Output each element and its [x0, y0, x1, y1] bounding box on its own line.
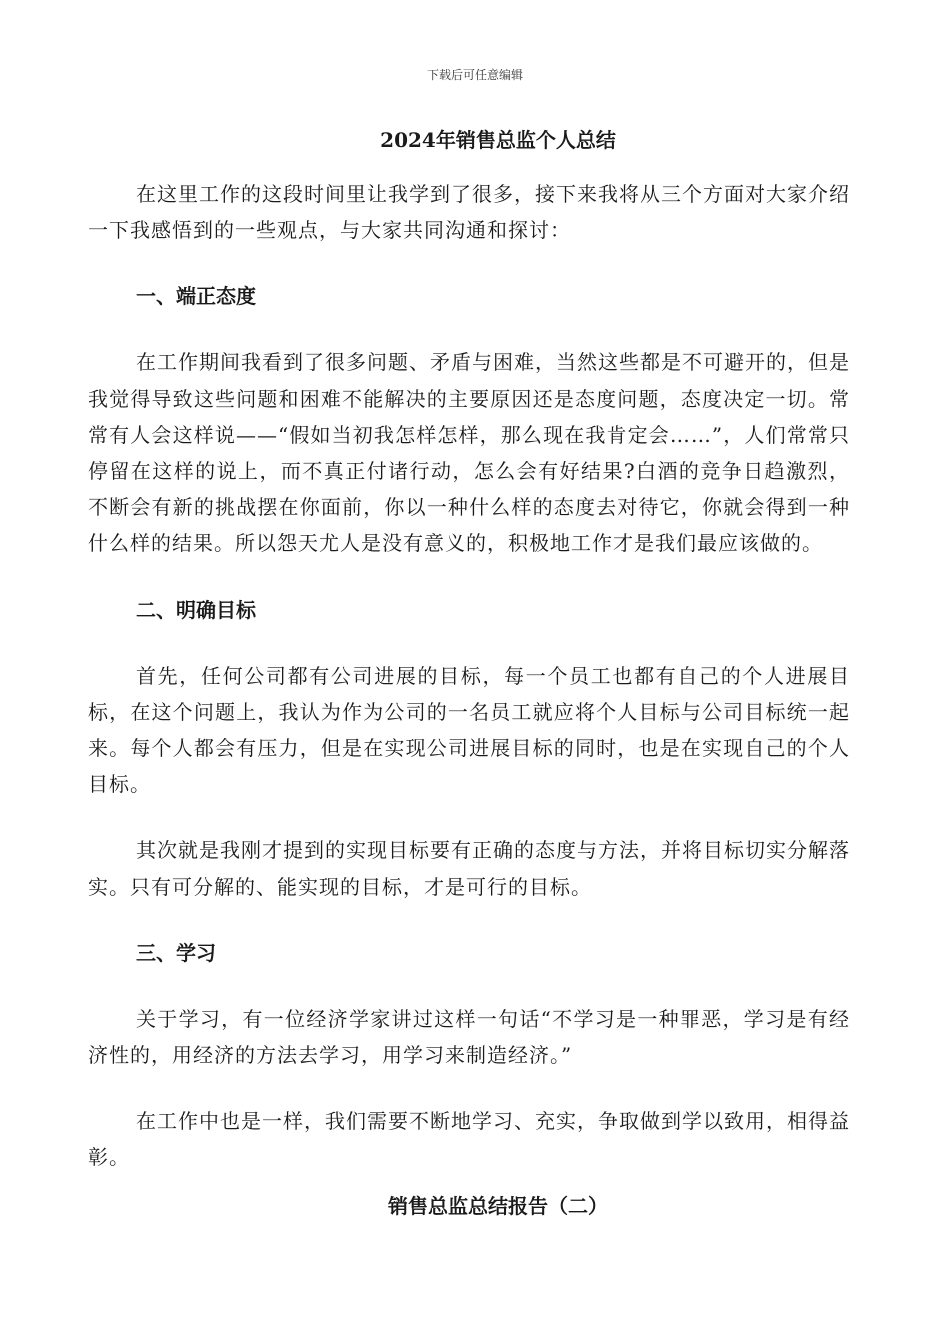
- section-heading-learning: 三、学习: [136, 940, 216, 965]
- section-learning-paragraph-2: 在工作中也是一样，我们需要不断地学习、充实，争取做到学以致用，相得益彰。: [88, 1109, 850, 1170]
- second-document-title: 销售总监总结报告（二）: [388, 1194, 608, 1218]
- section-attitude-paragraph: 在工作期间我看到了很多问题、矛盾与困难，当然这些都是不可避开的，但是我觉得导致这些问题和困难不能解决的主要原因还是态度问题，态度决定一切。常常有人会这样说——“假如当初我怎样怎样，那么现在我肯定会……”，人们常常只停留在这样的说上，而不真正付诸行动，怎么会有好结果?白酒的竞争日趋激烈，不断会有新的挑战摆在你面前，你以一种什么样的态度去对待它，你就会得到一种什么样的结果。所以怨天尤人是没有意义的，积极地工作才是我们最应该做的。: [88, 350, 850, 556]
- document-body: [88, 176, 850, 1176]
- section-goals-paragraph-1: 首先，任何公司都有公司进展的目标，每一个员工也都有自己的个人进展目标，在这个问题上，我认为作为公司的一名员工就应将个人目标与公司目标统一起来。每个人都会有压力，但是在实现公司进展目标的同时，也是在实现自己的个人目标。: [88, 663, 850, 797]
- section-goals-paragraph-2: 其次就是我刚才提到的实现目标要有正确的态度与方法，并将目标切实分解落实。只有可分解的、能实现的目标，才是可行的目标。: [88, 838, 850, 899]
- document-title: 2024年销售总监个人总结: [380, 128, 616, 152]
- section-learning-paragraph-1: 关于学习，有一位经济学家讲过这样一句话“不学习是一种罪恶，学习是有经济性的，用经济的方法去学习，用学习来制造经济。”: [88, 1006, 850, 1068]
- section-heading-attitude: 一、端正态度: [136, 284, 256, 309]
- intro-paragraph: 在这里工作的这段时间里让我学到了很多，接下来我将从三个方面对大家介绍一下我感悟到的一些观点，与大家共同沟通和探讨：: [88, 182, 850, 243]
- header-note: 下载后可任意编辑: [426, 68, 523, 82]
- section-heading-goals: 二、明确目标: [136, 597, 256, 622]
